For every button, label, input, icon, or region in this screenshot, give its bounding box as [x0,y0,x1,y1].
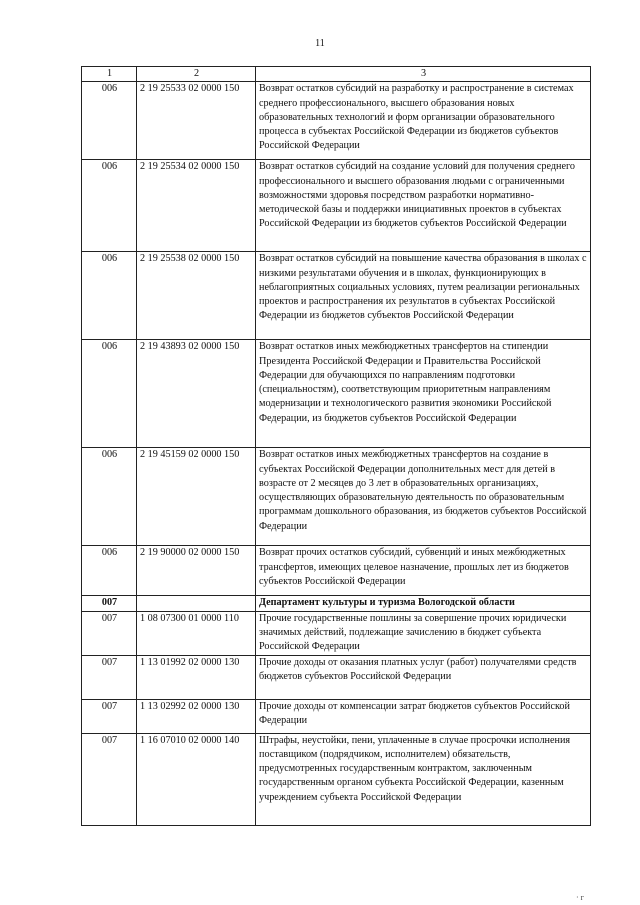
admin-code: 006 [82,160,137,252]
table-row [82,82,591,160]
revenue-code: 2 19 25534 02 0000 150 [137,160,256,252]
admin-code: 007 [82,699,137,733]
table-row [82,733,591,825]
revenue-code: 2 19 25533 02 0000 150 [137,82,256,160]
corner-mark: · ᴦ [576,893,584,902]
revenue-name: Прочие государственные пошлины за совершение прочих юридически значимых действий, подлежащие зачислению в бюджет субъекта Российской Федерации [256,611,591,655]
table-row [82,611,591,655]
revenue-name: Возврат остатков иных межбюджетных трансфертов на стипендии Президента Российской Федерации и Правительства Российской Федерации для обучающихся по направлениям подготовки (специальностям), соответствующим приоритетным направлениям модернизации и технологического развития экономики Российской Федерации, из бюджетов субъектов Российской Федерации [256,340,591,448]
table-header-row [82,67,591,82]
revenue-code: 1 13 02992 02 0000 130 [137,699,256,733]
table-row [82,546,591,596]
revenue-code: 2 19 25538 02 0000 150 [137,252,256,340]
admin-code: 006 [82,546,137,596]
table-row [82,252,591,340]
revenue-name: Прочие доходы от компенсации затрат бюджетов субъектов Российской Федерации [256,699,591,733]
revenue-name: Возврат остатков субсидий на повышение качества образования в школах с низкими результатами обучения и в школах, функционирующих в неблагоприятных социальных условиях, путем реализации региональных проектов и распространения их результатов в субъектах Российской Федерации из бюджетов субъектов Российской Федерации [256,252,591,340]
table-row [82,655,591,699]
revenue-code: 2 19 90000 02 0000 150 [137,546,256,596]
table-row [82,160,591,252]
revenue-code: 2 19 43893 02 0000 150 [137,340,256,448]
admin-code: 007 [82,733,137,825]
table-row [82,699,591,733]
revenue-code: 1 13 01992 02 0000 130 [137,655,256,699]
column-header-2: 2 [137,67,256,82]
revenue-code: 1 08 07300 01 0000 110 [137,611,256,655]
revenue-code: 2 19 45159 02 0000 150 [137,448,256,546]
table-row [82,448,591,546]
revenue-code: 1 16 07010 02 0000 140 [137,733,256,825]
revenue-name: Штрафы, неустойки, пени, уплаченные в случае просрочки исполнения поставщиком (подрядчиком, исполнителем) обязательств, предусмотренных государственным контрактом, заключенным государственным органом субъекта Российской Федерации, казенным учреждением субъекта Российской Федерации [256,733,591,825]
revenue-name: Возврат остатков субсидий на создание условий для получения среднего профессионального и высшего образования людьми с ограниченными возможностями здоровья посредством разработки нормативно-методической базы и поддержки инициативных проектов в субъектах Российской Федерации из бюджетов субъектов Российской Федерации [256,160,591,252]
table-row [82,340,591,448]
column-header-1: 1 [82,67,137,82]
admin-code: 006 [82,82,137,160]
department-code [137,596,256,611]
revenue-name: Прочие доходы от оказания платных услуг (работ) получателями средств бюджетов субъектов Российской Федерации [256,655,591,699]
revenue-name: Возврат остатков субсидий на разработку и распространение в системах среднего профессионального, высшего образования новых образовательных технологий и форм организации образовательного процесса в субъектах Российской Федерации из бюджетов субъектов Российской Федерации [256,82,591,160]
revenue-codes-table [81,66,591,826]
revenue-name: Возврат прочих остатков субсидий, субвенций и иных межбюджетных трансфертов, имеющих целевое назначение, прошлых лет из бюджетов субъектов Российской Федерации [256,546,591,596]
page-number: 11 [315,38,325,49]
admin-code: 006 [82,448,137,546]
department-admin-code: 007 [82,596,137,611]
revenue-name: Возврат остатков иных межбюджетных трансфертов на создание в субъектах Российской Федерации дополнительных мест для детей в возрасте от 2 месяцев до 3 лет в образовательных организациях, осуществляющих образовательную деятельность по образовательным программам дошкольного образования, из бюджетов субъектов Российской Федерации [256,448,591,546]
column-header-3: 3 [256,67,591,82]
department-row [82,596,591,611]
admin-code: 007 [82,611,137,655]
admin-code: 007 [82,655,137,699]
admin-code: 006 [82,252,137,340]
department-name: Департамент культуры и туризма Вологодской области [256,596,591,611]
admin-code: 006 [82,340,137,448]
